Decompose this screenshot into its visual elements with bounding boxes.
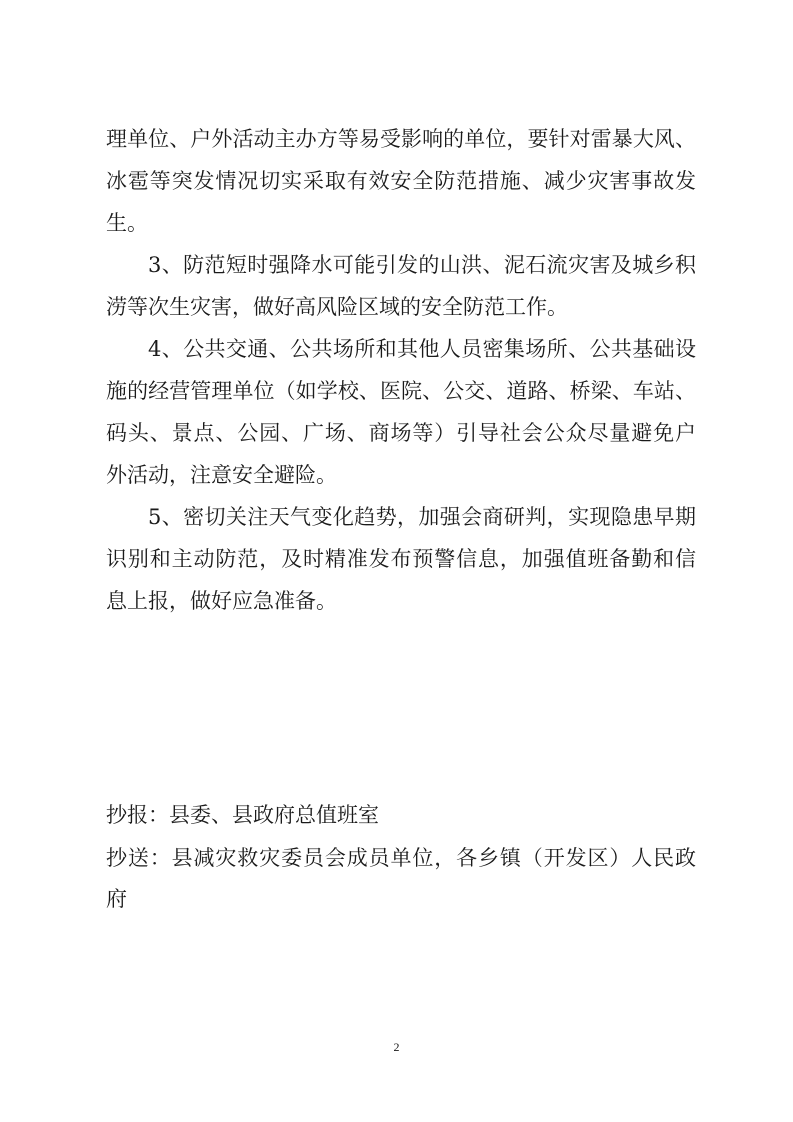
page-number: 2 (393, 1040, 400, 1054)
cc-send-line-1: 抄送：县减灾救灾委员会成员单位，各乡镇（开发区）人民政 (106, 846, 696, 870)
item-3-line-1: 3、防范短时强降水可能引发的山洪、泥石流灾害及城乡积 (148, 253, 696, 277)
item-5-line-2: 识别和主动防范，及时精准发布预警信息，加强值班备勤和信 (106, 547, 696, 571)
item-4-line-2: 施的经营管理单位（如学校、医院、公交、道路、桥梁、车站、 (106, 379, 696, 403)
cc-send-line-2: 府 (106, 887, 127, 911)
item-5-line-3: 息上报，做好应急准备。 (106, 589, 337, 613)
item-4-line-4: 外活动，注意安全避险。 (106, 463, 337, 487)
item-4-line-1: 4、公共交通、公共场所和其他人员密集场所、公共基础设 (148, 337, 696, 361)
item-5-line-1: 5、密切关注天气变化趋势，加强会商研判，实现隐患早期 (148, 505, 696, 529)
body-line-1: 理单位、户外活动主办方等易受影响的单位，要针对雷暴大风、 (106, 127, 696, 151)
body-line-3: 生。 (106, 211, 148, 235)
item-3-line-2: 涝等次生灾害，做好高风险区域的安全防范工作。 (106, 295, 568, 319)
cc-report-line: 抄报：县委、县政府总值班室 (106, 803, 379, 827)
body-line-2: 冰雹等突发情况切实采取有效安全防范措施、减少灾害事故发 (106, 169, 696, 193)
item-4-line-3: 码头、景点、公园、广场、商场等）引导社会公众尽量避免户 (106, 421, 696, 445)
